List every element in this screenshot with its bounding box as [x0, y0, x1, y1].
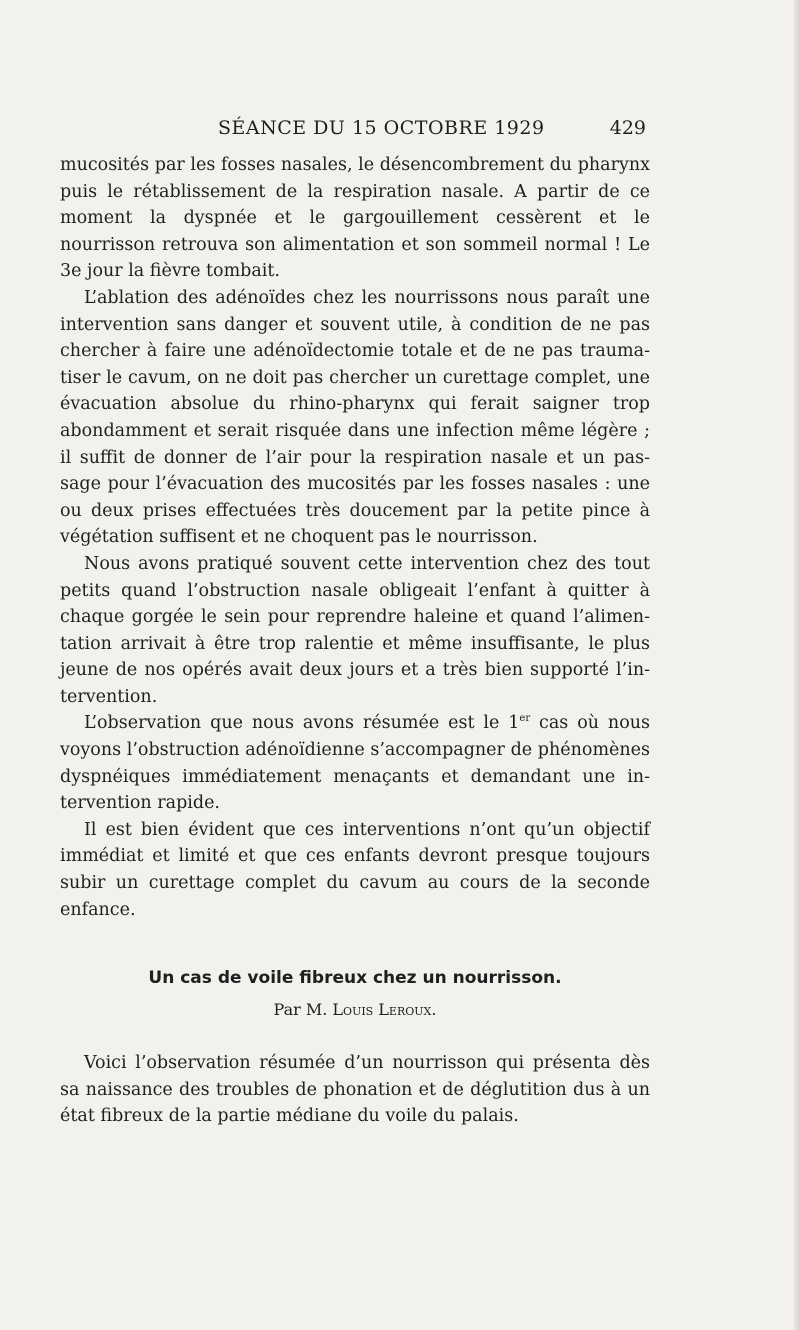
section-heading-block	[60, 968, 650, 1019]
page-header	[60, 113, 648, 143]
running-title: SÉANCE DU 15 OCTOBRE 1929	[218, 117, 545, 139]
paragraph-4-start: L’observation que nous avons résumée est le 1	[84, 713, 520, 734]
paragraph-1: mucosités par les fosses nasales, le désencombrement du pharynx puis le rétablissement de la respiration nasale. A partir de ce moment la dyspnée et le gargouillement cessèrent et le nourrisson retrouva son alimentation et son sommeil normal ! Le 3e jour la fièvre tombait.	[60, 155, 650, 282]
paragraph-2: L’ablation des adénoïdes chez les nourrissons nous paraît une intervention sans danger et souvent utile, à condition de ne pas chercher à faire une adénoïdectomie totale et de ne pas trauma-tiser le cavum, on ne doit pas chercher un curettage complet, une évacuation absolue du rhino-pharynx qui ferait saigner trop abondamment et serait risquée dans une infection même légère ; il suffit de donner de l’air pour la respiration nasale et un pas-sage pour l’évacuation des mucosités par les fosses nasales : une ou deux prises effectuées très doucement par la petite pince à végétation suffisent et ne choquent pas le nourrisson.	[60, 287, 650, 548]
byline-prefix: Par M.	[273, 1000, 333, 1019]
paragraph-3: Nous avons pratiqué souvent cette intervention chez des tout petits quand l’obstruction nasale obligeait l’enfant à quitter à chaque gorgée le sein pour reprendre haleine et quand l’alimen-tation arrivait à être trop ralentie et même insuffisante, le plus jeune de nos opérés avait deux jours et a très bien supporté l’in-tervention.	[60, 553, 650, 707]
ordinal-superscript: er	[519, 713, 531, 725]
section-paragraph-1: Voici l’observation résumée d’un nourrisson qui présenta dès sa naissance des troubles de phonation et de déglutition dus à un état fibreux de la partie médiane du voile du palais.	[60, 1053, 650, 1127]
author-byline	[60, 1000, 650, 1019]
author-name: Louis Leroux.	[332, 1000, 437, 1019]
paragraph-5: Il est bien évident que ces interventions n’ont qu’un objectif immédiat et limité et que ces enfants devront presque toujours subir un curettage complet du cavum au cours de la seconde enfance.	[60, 819, 650, 920]
page-number: 429	[609, 117, 646, 139]
paragraph-4-end: cas où nous voyons l’obstruction adénoïdienne s’accompagner de phénomènes dyspnéiques immédiatement menaçants et demandant une in-tervention rapide.	[60, 713, 650, 814]
section-title: Un cas de voile fibreux chez un nourrisson.	[148, 968, 562, 988]
paragraph-4	[60, 710, 650, 816]
page-edge	[794, 0, 800, 1330]
body-text	[60, 152, 650, 923]
section-body	[60, 1050, 650, 1130]
